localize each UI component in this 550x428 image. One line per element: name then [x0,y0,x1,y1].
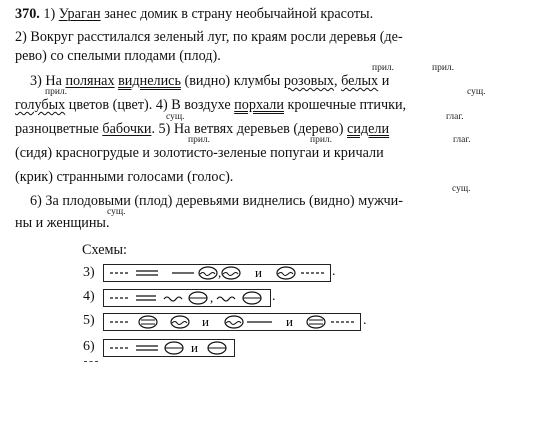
scheme-label: 6) [83,339,95,354]
conjunction-label: и [255,265,262,280]
text-line-5: голубых цветов (цвет). 4) В воздухе порхали крошечные птички, [15,97,407,113]
conjunction-label: и [202,314,209,329]
schemes-title: Схемы: [82,242,127,258]
text-line-4: 3) На полянах виднелись (видно) клумбы розовых, белых и [30,73,390,89]
text-line-3: рево) со спелыми плодами (плод). [15,48,221,64]
annotation: сущ. [107,207,126,217]
text-line-8: (крик) странными голосами (голос). [15,169,234,185]
cropped-scheme-fragment [84,361,98,362]
scheme-end-period: . [363,313,367,328]
text-line-9: 6) За плодовыми (плод) деревьями виднелись (видно) мужчи- [30,193,403,209]
annotation: сущ. [467,87,486,97]
annotation: прил. [372,63,395,73]
exercise-number: 370. [15,6,40,22]
text-line-10: ны и женщины. [15,215,110,231]
scheme-box-4 [103,289,271,307]
sentence-scheme-diagram [104,265,330,281]
scheme-label: 4) [83,289,95,304]
annotation: прил. [45,87,68,97]
annotation: сущ. [452,184,471,194]
sentence-scheme-diagram [104,340,234,356]
annotation: глаг. [453,135,471,145]
annotation: прил. [432,63,455,73]
text-line-6: разноцветные бабочки. 5) На ветвях деревьев (дерево) сидели [15,121,390,137]
text-line-2: 2) Вокруг расстилался зеленый луг, по краям росли деревья (де- [15,29,403,45]
conjunction-label: и [286,314,293,329]
scheme-box-6 [103,339,235,357]
sentence-scheme-diagram [104,314,360,330]
scheme-label: 5) [83,313,95,328]
annotation: прил. [310,135,333,145]
underlined-word: Ураган [58,6,101,22]
conjunction-label: и [191,340,198,355]
text-line-1: 370. 1) Ураган занес домик в страну необычайной красоты. [15,6,374,22]
scheme-end-period: . [332,264,336,279]
annotation: сущ. [166,112,185,122]
text-line-7: (сидя) красногрудые и золотисто-зеленые попугаи и кричали [15,145,384,161]
scheme-box-5 [103,313,361,331]
annotation: прил. [188,135,211,145]
sentence-scheme-diagram [104,290,270,306]
scheme-end-period: . [272,289,276,304]
scheme-label: 3) [83,265,95,280]
scheme-box-3 [103,264,331,282]
svg-text:,: , [218,265,222,280]
comma-label: , [210,290,214,305]
annotation: глаг. [446,112,464,122]
